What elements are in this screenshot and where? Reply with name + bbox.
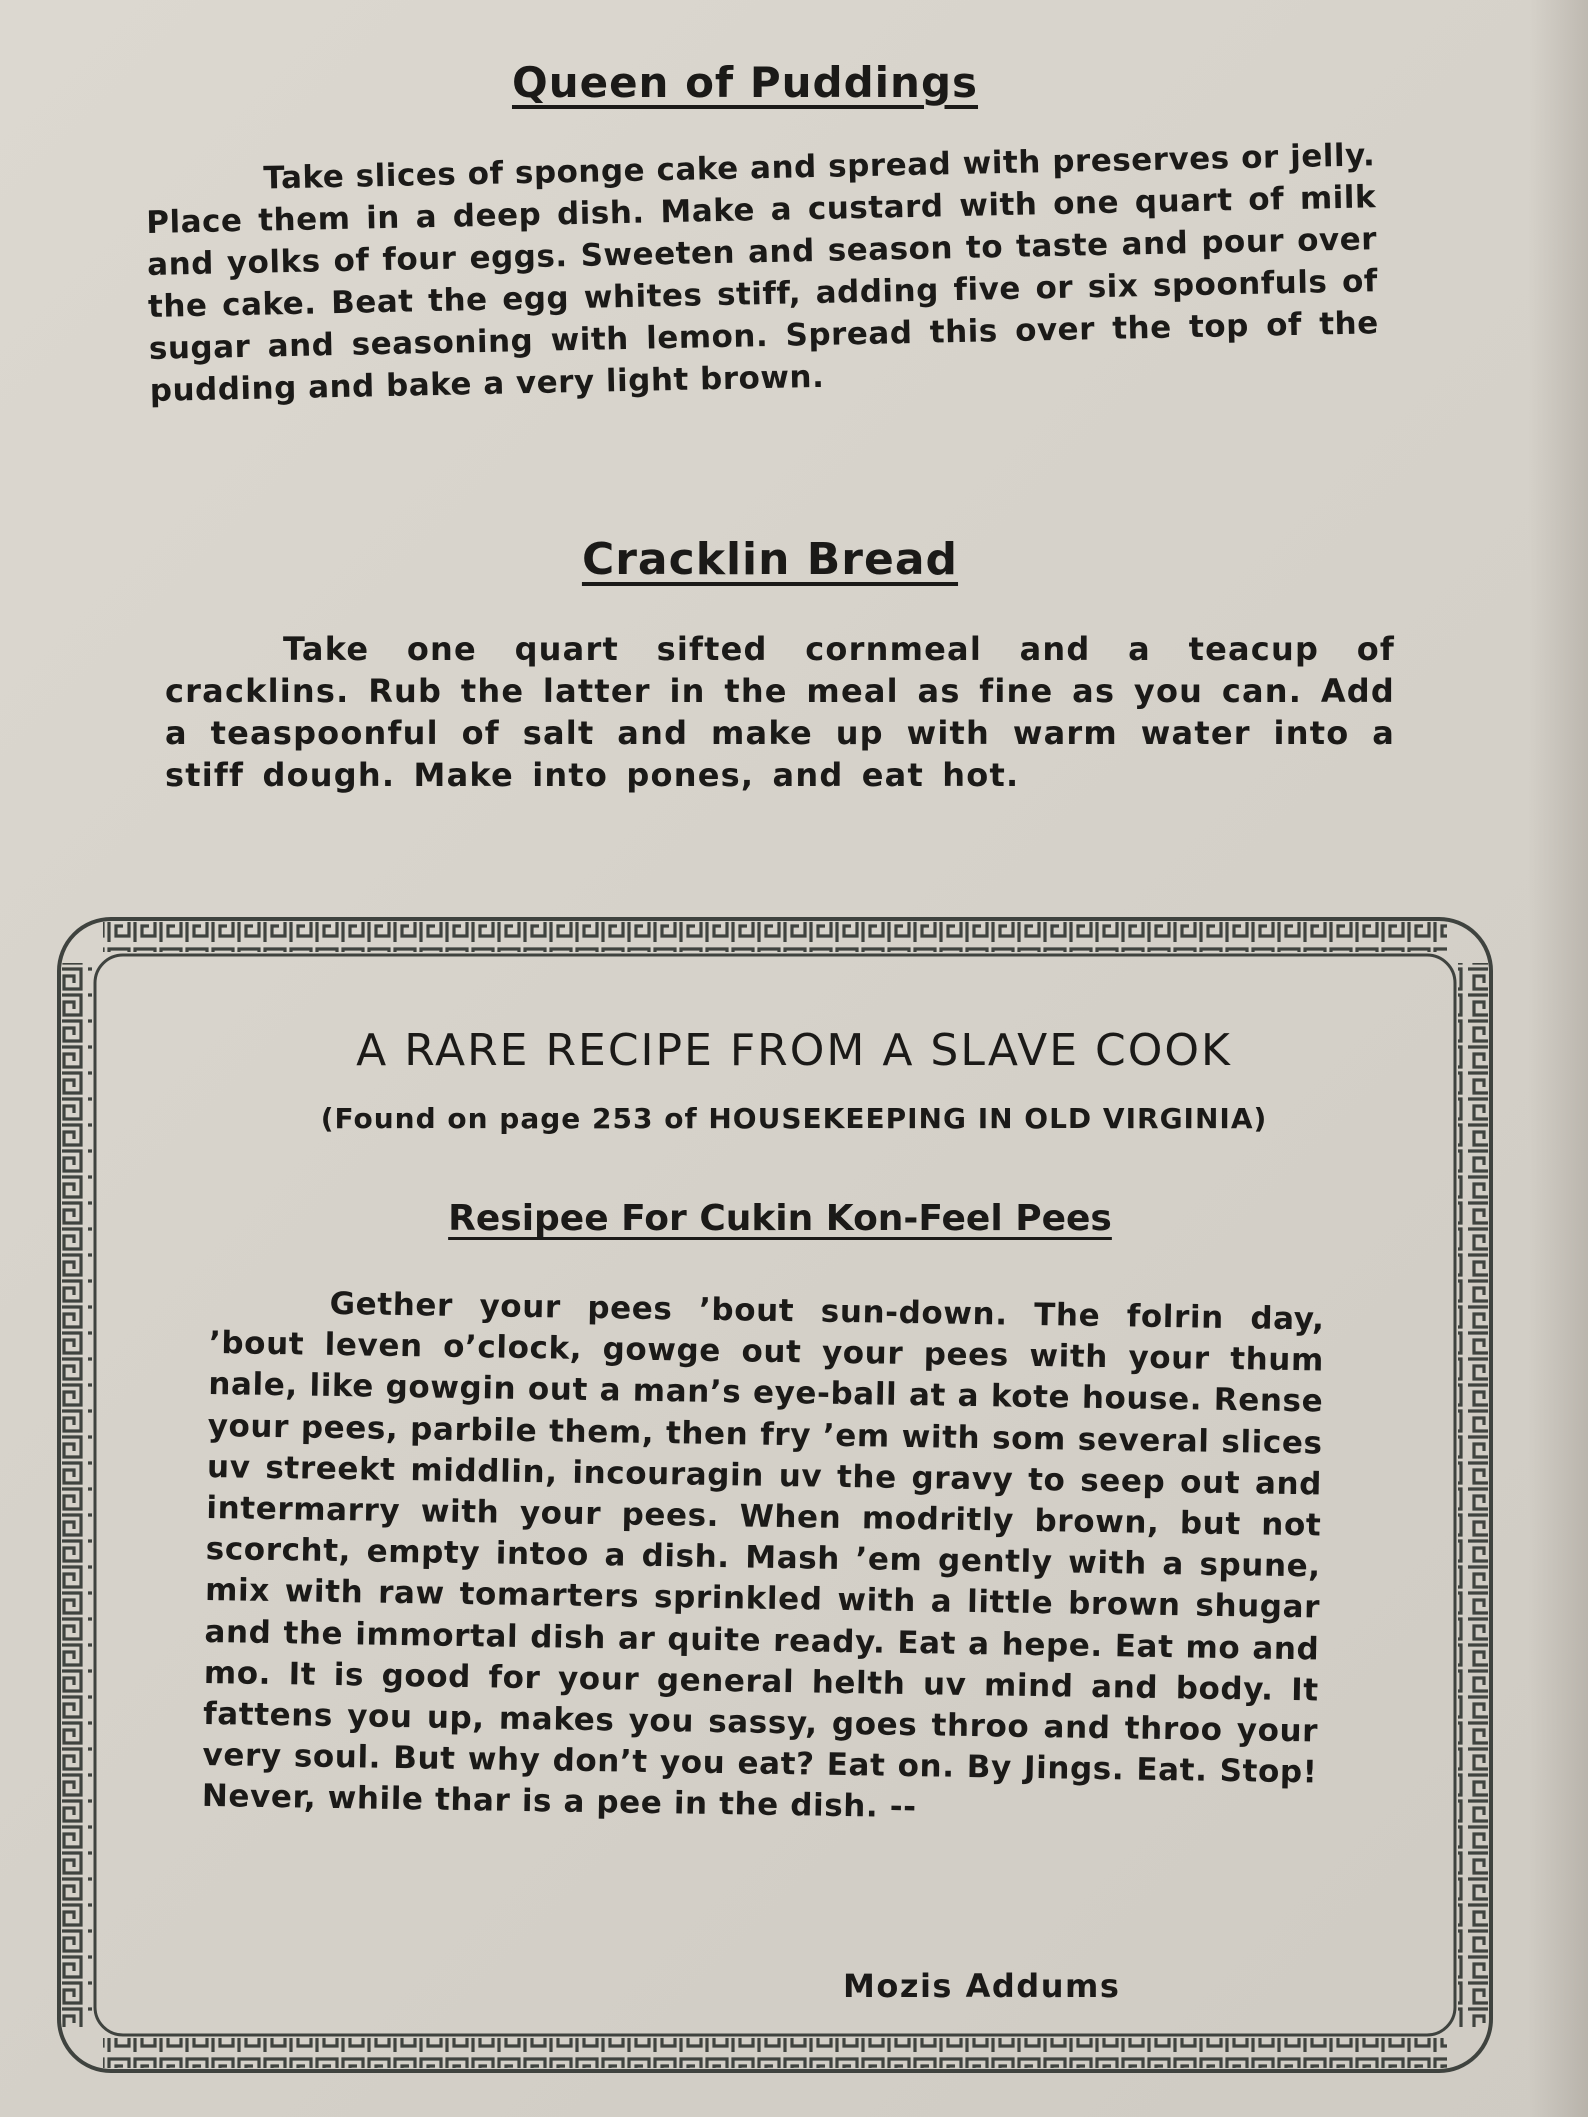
rare-recipe-text: Gether your pees ’bout sun-down. The folrin day, ’bout leven o’clock, gowge out your pees with your thum nale, like gowgin out a man’s eye-ball at a kote house. Rense your pees, parbile them, then fry ’em with som several slices uv streekt middlin, incouragin uv the gravy to seep out and intermarry with your pees. When modritly brown, but not scorcht, empty intoo a dish. Mash ’em gently with a spune, mix with raw tomarters sprinkled with a little brown shugar and the immortal dish ar quite ready. Eat a hepe. Eat mo and mo. It is good for your general helth uv mind and body. It fattens you up, makes you sassy, goes throo and throo your very soul. But why don’t you eat? Eat on. By Jings. Eat. Stop! Never, while thar is a pee in the dish. -- (201, 1285, 1325, 1826)
rare-recipe-heading: A RARE RECIPE FROM A SLAVE COOK (356, 1025, 1232, 1076)
cracklin-bread-text: Take one quart sifted cornmeal and a teacup of cracklins. Rub the latter in the meal as fine as you can. Add a teaspoonful of salt and make up with warm water into a stiff dough. Make into pones, and eat hot. (165, 630, 1395, 794)
rare-recipe-source: (Found on page 253 of HOUSEKEEPING IN OLD VIRGINIA) (320, 1102, 1268, 1135)
cracklin-bread-title: Cracklin Bread (581, 534, 959, 585)
rare-recipe-title: Resipee For Cukin Kon-Feel Pees (448, 1198, 1112, 1239)
queen-of-puddings-title: Queen of Puddings (511, 58, 979, 107)
rare-recipe-signature: Mozis Addums (843, 1967, 1121, 2005)
queen-of-puddings-text: Take slices of sponge cake and spread with preserves or jelly. Place them in a deep dish. Make a custard with one quart of milk and yolks of four eggs. Sweeten and season to taste and pour over the cake. Beat the egg whites stiff, adding five or six spoonfuls of sugar and seasoning with lemon. Spread this over the top of the pudding and bake a very light brown. (145, 137, 1380, 409)
